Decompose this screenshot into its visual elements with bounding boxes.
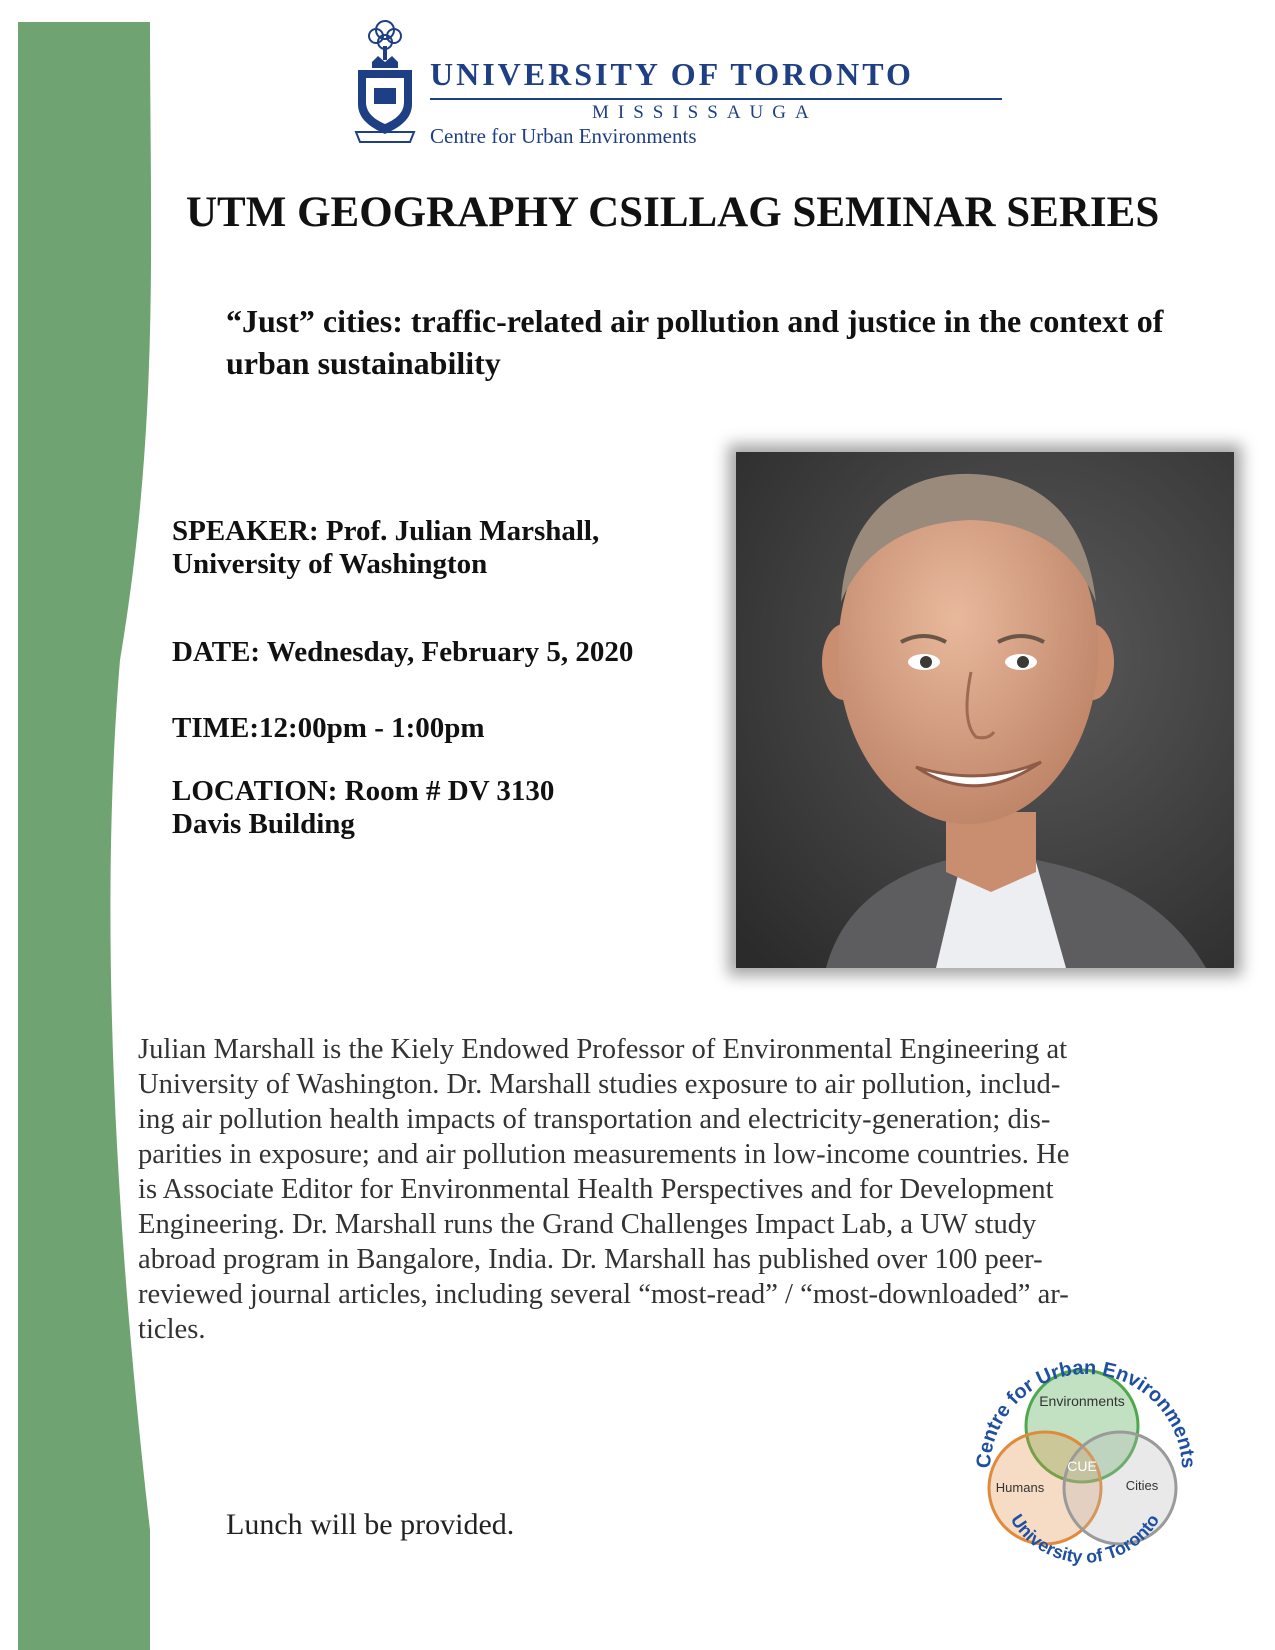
location-building: Davis Building bbox=[172, 808, 355, 840]
cue-logo bbox=[950, 1330, 1220, 1600]
bio-line: abroad program in Bangalore, India. Dr. Marshall has published over 100 peer- bbox=[138, 1244, 1043, 1275]
university-name: UNIVERSITY OF TORONTO bbox=[430, 56, 914, 92]
cue-cities-label: Cities bbox=[1125, 1478, 1159, 1493]
cue-ring-bottom-text: University of Toronto bbox=[1006, 1510, 1164, 1567]
speaker-affiliation: University of Washington bbox=[172, 548, 488, 580]
university-crest-icon bbox=[352, 18, 418, 146]
bio-line: is Associate Editor for Environmental Health Perspectives and for Development bbox=[138, 1174, 1054, 1205]
cue-humans-label: Humans bbox=[995, 1480, 1045, 1495]
talk-title: “Just” cities: traffic-related air pollution and justice in the context of urban sustainability bbox=[226, 303, 1164, 381]
series-title: UTM GEOGRAPHY CSILLAG SEMINAR SERIES bbox=[186, 189, 1160, 236]
bio-line: University of Washington. Dr. Marshall studies exposure to air pollution, includ- bbox=[138, 1069, 1061, 1100]
cue-ring-top-text: Centre for Urban Environments bbox=[972, 1356, 1200, 1470]
speaker-bio bbox=[138, 1032, 1218, 1347]
bio-line: Julian Marshall is the Kiely Endowed Professor of Environmental Engineering at bbox=[138, 1034, 1068, 1065]
bio-line: Engineering. Dr. Marshall runs the Grand Challenges Impact Lab, a UW study bbox=[138, 1209, 1037, 1240]
centre-name: Centre for Urban Environments bbox=[430, 124, 697, 148]
location-room: LOCATION: Room # DV 3130 bbox=[172, 775, 555, 807]
green-side-band bbox=[0, 0, 200, 1650]
date-info: DATE: Wednesday, February 5, 2020 bbox=[172, 636, 634, 668]
lunch-note: Lunch will be provided. bbox=[226, 1508, 515, 1541]
speaker-photo bbox=[736, 452, 1234, 968]
campus-name: MISSISSAUGA bbox=[592, 102, 818, 123]
bio-line: ing air pollution health impacts of transportation and electricity-generation; dis- bbox=[138, 1104, 1051, 1135]
speaker-portrait-image bbox=[736, 452, 1234, 968]
location-info bbox=[172, 775, 554, 841]
header-rule bbox=[430, 98, 1002, 100]
speaker-line: SPEAKER: Prof. Julian Marshall, bbox=[172, 515, 600, 547]
university-logo bbox=[352, 18, 1012, 158]
time-info: TIME:12:00pm - 1:00pm bbox=[172, 712, 485, 744]
bio-line: ticles. bbox=[138, 1314, 206, 1345]
speaker-info bbox=[172, 515, 599, 581]
cue-environments-label: Environments bbox=[1039, 1393, 1125, 1409]
cue-center-label: CUE bbox=[1067, 1458, 1097, 1474]
bio-line: parities in exposure; and air pollution measurements in low-income countries. He bbox=[138, 1139, 1070, 1170]
bio-line: reviewed journal articles, including several “most-read” / “most-downloaded” ar- bbox=[138, 1279, 1069, 1310]
